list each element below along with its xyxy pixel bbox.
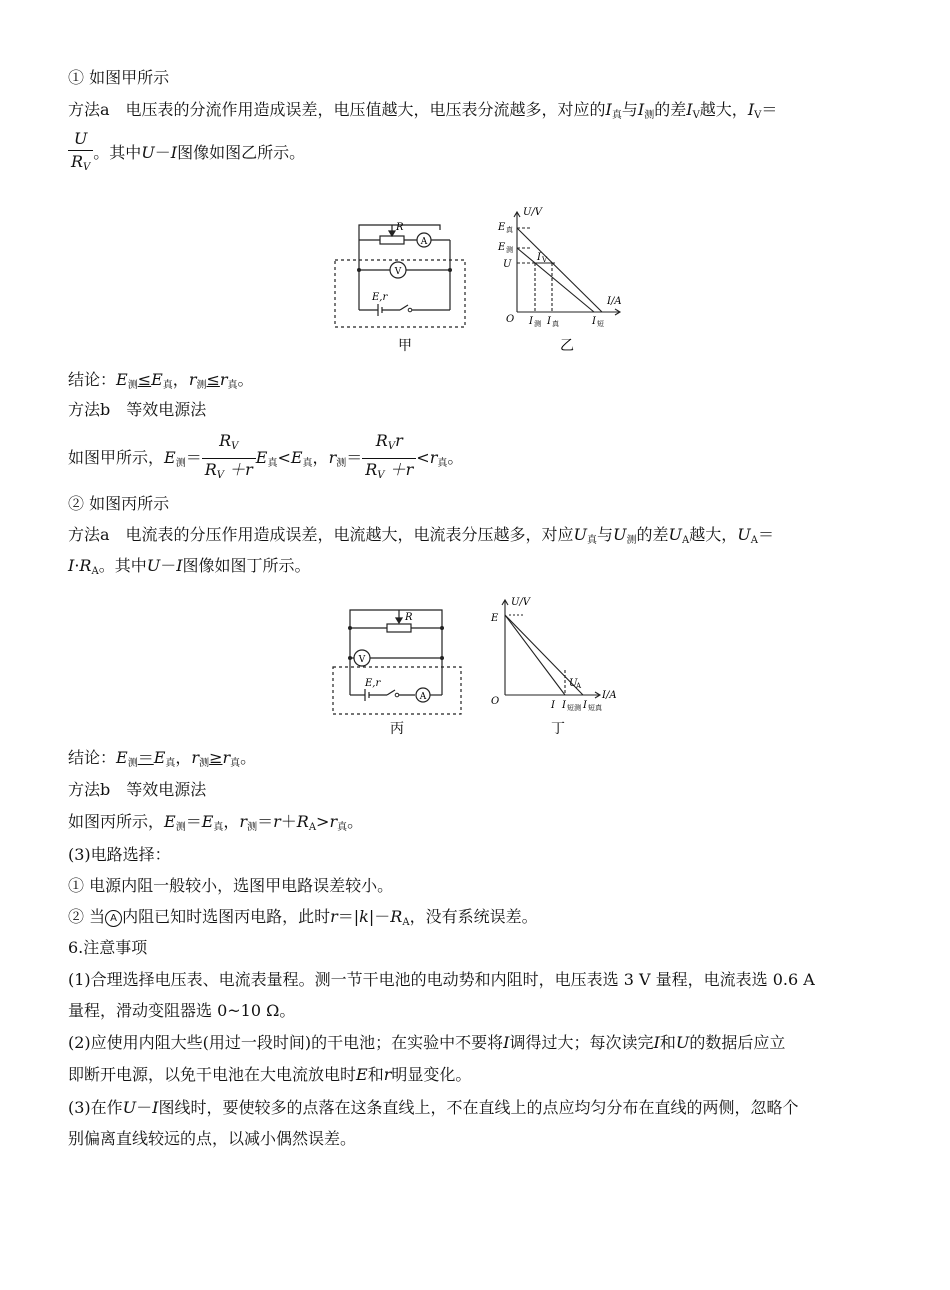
- figure-bing-ding: [325, 590, 635, 740]
- method-a-formula-line-2: $I\cdot R_A$。其中U－I图像如图丁所示。: [68, 556, 311, 577]
- origin-label: O: [506, 314, 515, 325]
- caption-jia: 甲: [398, 338, 412, 354]
- label-er-2: E,r: [365, 678, 381, 689]
- caption-bing: 丙: [390, 721, 404, 737]
- label-i-zhen: I: [547, 316, 551, 327]
- label-i-zhen-sub: 真: [552, 320, 559, 328]
- section-circuit-selection: (3)电路选择：: [68, 845, 171, 864]
- ammeter-symbol-icon: A: [105, 910, 122, 927]
- caption-yi: 乙: [560, 338, 574, 354]
- precaution-2-line-1: (2)应使用内阻大些(用过一段时间)的干电池；在实验中不要将I调得过大；每次读完I和U的数据后应立: [68, 1033, 786, 1052]
- label-er: E,r: [372, 292, 388, 303]
- precaution-3-line-2: 别偏离直线较远的点，以减小偶然误差。: [68, 1129, 357, 1148]
- method-b-heading-1: 方法b 等效电源法: [68, 400, 207, 419]
- label-r: R: [396, 222, 404, 233]
- method-a-formula-line: $\frac{U}{R_V}$ 。其中U－I图像如图乙所示。: [68, 128, 305, 179]
- label-i-ce: I: [529, 316, 533, 327]
- label-r-2: R: [405, 612, 413, 623]
- circuit-selection-item-2: ② 当 A 内阻已知时选图丙电路，此时$r=|k|-R_A$，没有系统误差。: [68, 907, 538, 928]
- caption-ding: 丁: [551, 721, 565, 737]
- precaution-1-line-1: (1)合理选择电压表、电流表量程。测一节干电池的电动势和内阻时，电压表选 3 V 量程，电流表选 0.6 A: [68, 970, 815, 989]
- circuit-selection-item-1: ① 电源内阻一般较小，选图甲电路误差较小。: [68, 876, 394, 895]
- label-ua-sub: A: [576, 682, 582, 690]
- precaution-2-line-2: 即断开电源，以免干电池在大电流放电时E和r明显变化。: [68, 1065, 472, 1084]
- section-precautions: 6.注意事项: [68, 938, 148, 957]
- label-i-duan-zhen-sub: 短真: [588, 704, 602, 712]
- method-b-heading-2: 方法b 等效电源法: [68, 780, 207, 799]
- axis-label-ia-2: I/A: [602, 690, 617, 701]
- label-ua: U: [569, 678, 578, 689]
- label-i-1: I: [551, 700, 555, 711]
- method-a-paragraph-1: 方法a 电压表的分流作用造成误差，电压值越大，电压表分流越多，对应的$I_真$与$I_测$的差$I_V$越大，$I_V=$: [68, 100, 778, 121]
- label-e-ce: E: [498, 242, 506, 253]
- voltmeter-v-label: V: [394, 267, 402, 277]
- ammeter-a-label-2: A: [419, 692, 427, 702]
- label-e-zhen: E: [498, 222, 506, 233]
- heading-fig-jia: ① 如图甲所示: [68, 68, 170, 87]
- label-iv: I: [537, 252, 541, 263]
- heading-fig-bing: ② 如图丙所示: [68, 494, 170, 513]
- label-u: U: [503, 259, 512, 270]
- ammeter-a-label: A: [420, 237, 428, 247]
- precaution-1-line-2: 量程，滑动变阻器选 0~10 Ω。: [68, 1001, 296, 1020]
- axis-label-uv: U/V: [523, 207, 543, 218]
- label-i-duan-ce: I: [562, 700, 566, 711]
- origin-label-2: O: [491, 696, 500, 707]
- method-a-paragraph-2: 方法a 电流表的分压作用造成误差，电流越大，电流表分压越多，对应$U_真$与$U_测$的差$U_A$越大，$U_A=$: [68, 525, 775, 546]
- axis-label-uv-2: U/V: [511, 597, 531, 608]
- figure-jia-yi: [330, 200, 630, 360]
- label-i-duan-zhen: I: [583, 700, 587, 711]
- conclusion-1: 结论：$E_测\le E_真$，$r_测\le r_真$。: [68, 370, 254, 391]
- conclusion-2: 结论：$E_测=E_真$，$r_测\ge r_真$。: [68, 748, 257, 769]
- label-iv-sub: V: [542, 256, 548, 264]
- label-i-ce-sub: 测: [534, 320, 541, 328]
- equivalent-source-formula-1: 如图甲所示，$E_测=$ $\frac{R_V}{R_V +r}$ $E_真<E_真$，$r_测=$ $\frac{R_Vr}{R_V +r}$ $<r_真$。: [68, 431, 464, 481]
- label-e-zhen-sub: 真: [506, 226, 513, 234]
- label-e-2: E: [491, 613, 499, 624]
- fraction-u-rv: $\frac{U}{R_V}$: [68, 128, 93, 179]
- precaution-3-line-1: (3)在作U－I图线时，要使较多的点落在这条直线上，不在直线上的点应均匀分布在直线的两侧，忽略个: [68, 1098, 799, 1117]
- axis-label-ia: I/A: [607, 296, 622, 307]
- label-i-duan-sub: 短: [597, 320, 604, 328]
- label-i-duan-ce-sub: 短测: [567, 704, 581, 712]
- label-e-ce-sub: 测: [506, 246, 513, 254]
- equivalent-source-formula-2: 如图丙所示，$E_测=E_真$，$r_测=r+R_A>r_真$。: [68, 812, 364, 833]
- label-i-duan: I: [592, 316, 596, 327]
- voltmeter-v-label-2: V: [358, 655, 366, 665]
